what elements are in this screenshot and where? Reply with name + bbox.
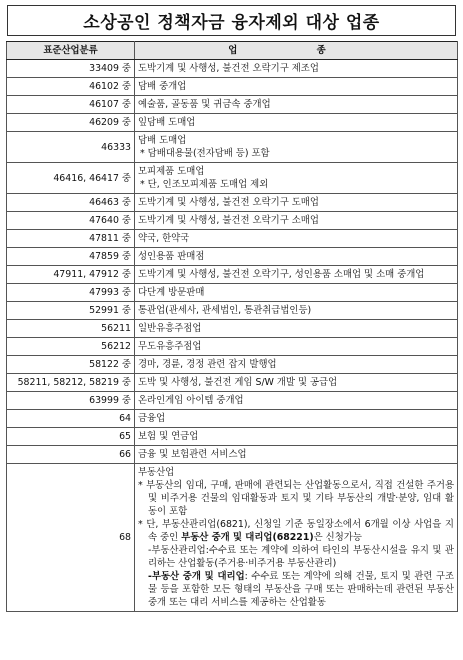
table-row: [7, 163, 458, 194]
row-text: 도박기계 및 사행성, 불건전 오락기구 도매업: [138, 197, 319, 208]
row-desc: [135, 284, 458, 302]
row-text: 금융 및 보험관련 서비스업: [138, 449, 247, 460]
page-title: [7, 5, 456, 36]
row-note: * 단, 인조모피제품 도매업 제외: [140, 179, 269, 190]
row-desc: [135, 338, 458, 356]
table-row: [7, 284, 458, 302]
table-row: [7, 114, 458, 132]
row-desc: [135, 114, 458, 132]
row-code: 68: [7, 464, 135, 612]
row-code: 56211: [7, 320, 135, 338]
table-row: [7, 320, 458, 338]
row-text: 보험 및 연금업: [138, 431, 199, 442]
row-desc: [135, 96, 458, 114]
row-text: 도박기계 및 사행성, 불건전 오락기구 제조업: [138, 63, 319, 74]
row-note: * 담배대용물(전자담배 등) 포함: [140, 148, 270, 159]
row-text: 도박기계 및 사행성, 불건전 오락기구, 성인용품 소매업 및 소매 중개업: [138, 269, 425, 280]
row-code: 66: [7, 446, 135, 464]
row-code: 46333: [7, 132, 135, 163]
row-code: 47640 중: [7, 212, 135, 230]
row-code: 33409 중: [7, 60, 135, 78]
row-desc: [135, 302, 458, 320]
header-code: 표준산업분류: [7, 42, 135, 60]
row-text: 도박 및 사행성, 불건전 게임 S/W 개발 및 공급업: [138, 377, 338, 388]
row-text: 예술품, 골동품 및 귀금속 중개업: [138, 99, 271, 110]
table-row: [7, 428, 458, 446]
row-text: 무도유흥주점업: [138, 341, 202, 352]
bullet-2-pre: * 단, 부동산관리업(6821), 신청일 기준 동일장소에서 6개월 이상 사업을 지속 중인: [138, 519, 454, 543]
row-code: 47811 중: [7, 230, 135, 248]
dash-note-2: [138, 570, 454, 609]
row-text: 약국, 한약국: [138, 233, 190, 244]
row-desc: [135, 464, 458, 612]
row-text: 일반유흥주점업: [138, 323, 202, 334]
header-work: 업 종: [135, 42, 458, 60]
row-desc: [135, 320, 458, 338]
row-code: 47859 중: [7, 248, 135, 266]
table-row: [7, 132, 458, 163]
table-row: [7, 410, 458, 428]
table-row: [7, 78, 458, 96]
excluded-industries-table: [6, 41, 458, 612]
table-row: [7, 302, 458, 320]
row-desc: [135, 132, 458, 163]
row-code: 46107 중: [7, 96, 135, 114]
row-desc: [135, 266, 458, 284]
row-text: 경마, 경륜, 경정 관련 잡지 발행업: [138, 359, 277, 370]
row-code: 46102 중: [7, 78, 135, 96]
table-row: [7, 266, 458, 284]
row-desc: [135, 78, 458, 96]
row-desc: [135, 194, 458, 212]
row-desc: [135, 60, 458, 78]
row-code: 65: [7, 428, 135, 446]
row-code: 46209 중: [7, 114, 135, 132]
row-code: 47911, 47912 중: [7, 266, 135, 284]
row-code: 47993 중: [7, 284, 135, 302]
row-text: 잎담배 도매업: [138, 117, 196, 128]
table-row: [7, 96, 458, 114]
table-header-row: [7, 42, 458, 60]
table-row-last: [7, 464, 458, 612]
bullet-note-2: [138, 518, 454, 544]
row-desc: [135, 410, 458, 428]
row-desc: [135, 212, 458, 230]
row-title: 부동산업: [138, 467, 175, 478]
table-row: [7, 230, 458, 248]
row-desc: [135, 392, 458, 410]
bullet-2-bold: 부동산 중개 및 대리업(68221): [181, 532, 314, 543]
row-text: 담배 중개업: [138, 81, 187, 92]
row-text: 도박기계 및 사행성, 불건전 오락기구 소매업: [138, 215, 319, 226]
table-row: [7, 60, 458, 78]
row-code: 46463 중: [7, 194, 135, 212]
row-desc: [135, 356, 458, 374]
row-code: 58122 중: [7, 356, 135, 374]
bullet-note-1: * 부동산의 임대, 구매, 판매에 관련되는 산업활동으로서, 직접 건설한 주거용 및 비주거용 건물의 임대활동과 토지 및 기타 부동산의 개발·분양, 임대 활동이 포함: [138, 480, 454, 517]
row-desc: [135, 248, 458, 266]
row-desc: [135, 163, 458, 194]
dash-note-1: -부동산관리업:수수료 또는 계약에 의하여 타인의 부동산시설을 유지 및 관리하는 산업활동(주거용·비주거용 부동산관리): [148, 545, 454, 569]
dash-2-bold: -부동산 중개 및 대리업: [148, 571, 245, 582]
row-code: 56212: [7, 338, 135, 356]
row-code: 58211, 58212, 58219 중: [7, 374, 135, 392]
table-row: [7, 248, 458, 266]
table-row: [7, 446, 458, 464]
page-title-text: 소상공인 정책자금 융자제외 대상 업종: [83, 13, 380, 33]
table-row: [7, 374, 458, 392]
row-code: 63999 중: [7, 392, 135, 410]
table-row: [7, 212, 458, 230]
dash-2-post: : 수수료 또는 계약에 의해 건물, 토지 및 관련 구조물 등을 포함한 모든 형태의 부동산을 구매 또는 판매하는데 관련된 부동산 중개 또는 대리 서비스를 제공하는 산업활동: [148, 571, 454, 608]
row-text: 담배 도매업: [138, 135, 187, 146]
row-code: 64: [7, 410, 135, 428]
row-desc: [135, 428, 458, 446]
row-code: 46416, 46417 중: [7, 163, 135, 194]
table-row: [7, 356, 458, 374]
row-text: 통관업(관세사, 관세법인, 통관취급법인등): [138, 305, 312, 316]
table-row: [7, 194, 458, 212]
row-code: 52991 중: [7, 302, 135, 320]
bullet-2-post: 은 신청가능: [313, 532, 362, 543]
row-text: 모피제품 도매업: [138, 166, 205, 177]
table-row: [7, 338, 458, 356]
row-text: 금융업: [138, 413, 166, 424]
row-desc: [135, 230, 458, 248]
row-desc: [135, 374, 458, 392]
table-body: [7, 60, 458, 612]
row-text: 온라인게임 아이템 중개업: [138, 395, 244, 406]
table-row: [7, 392, 458, 410]
row-text: 성인용품 판매점: [138, 251, 205, 262]
row-text: 다단계 방문판매: [138, 287, 205, 298]
row-desc: [135, 446, 458, 464]
